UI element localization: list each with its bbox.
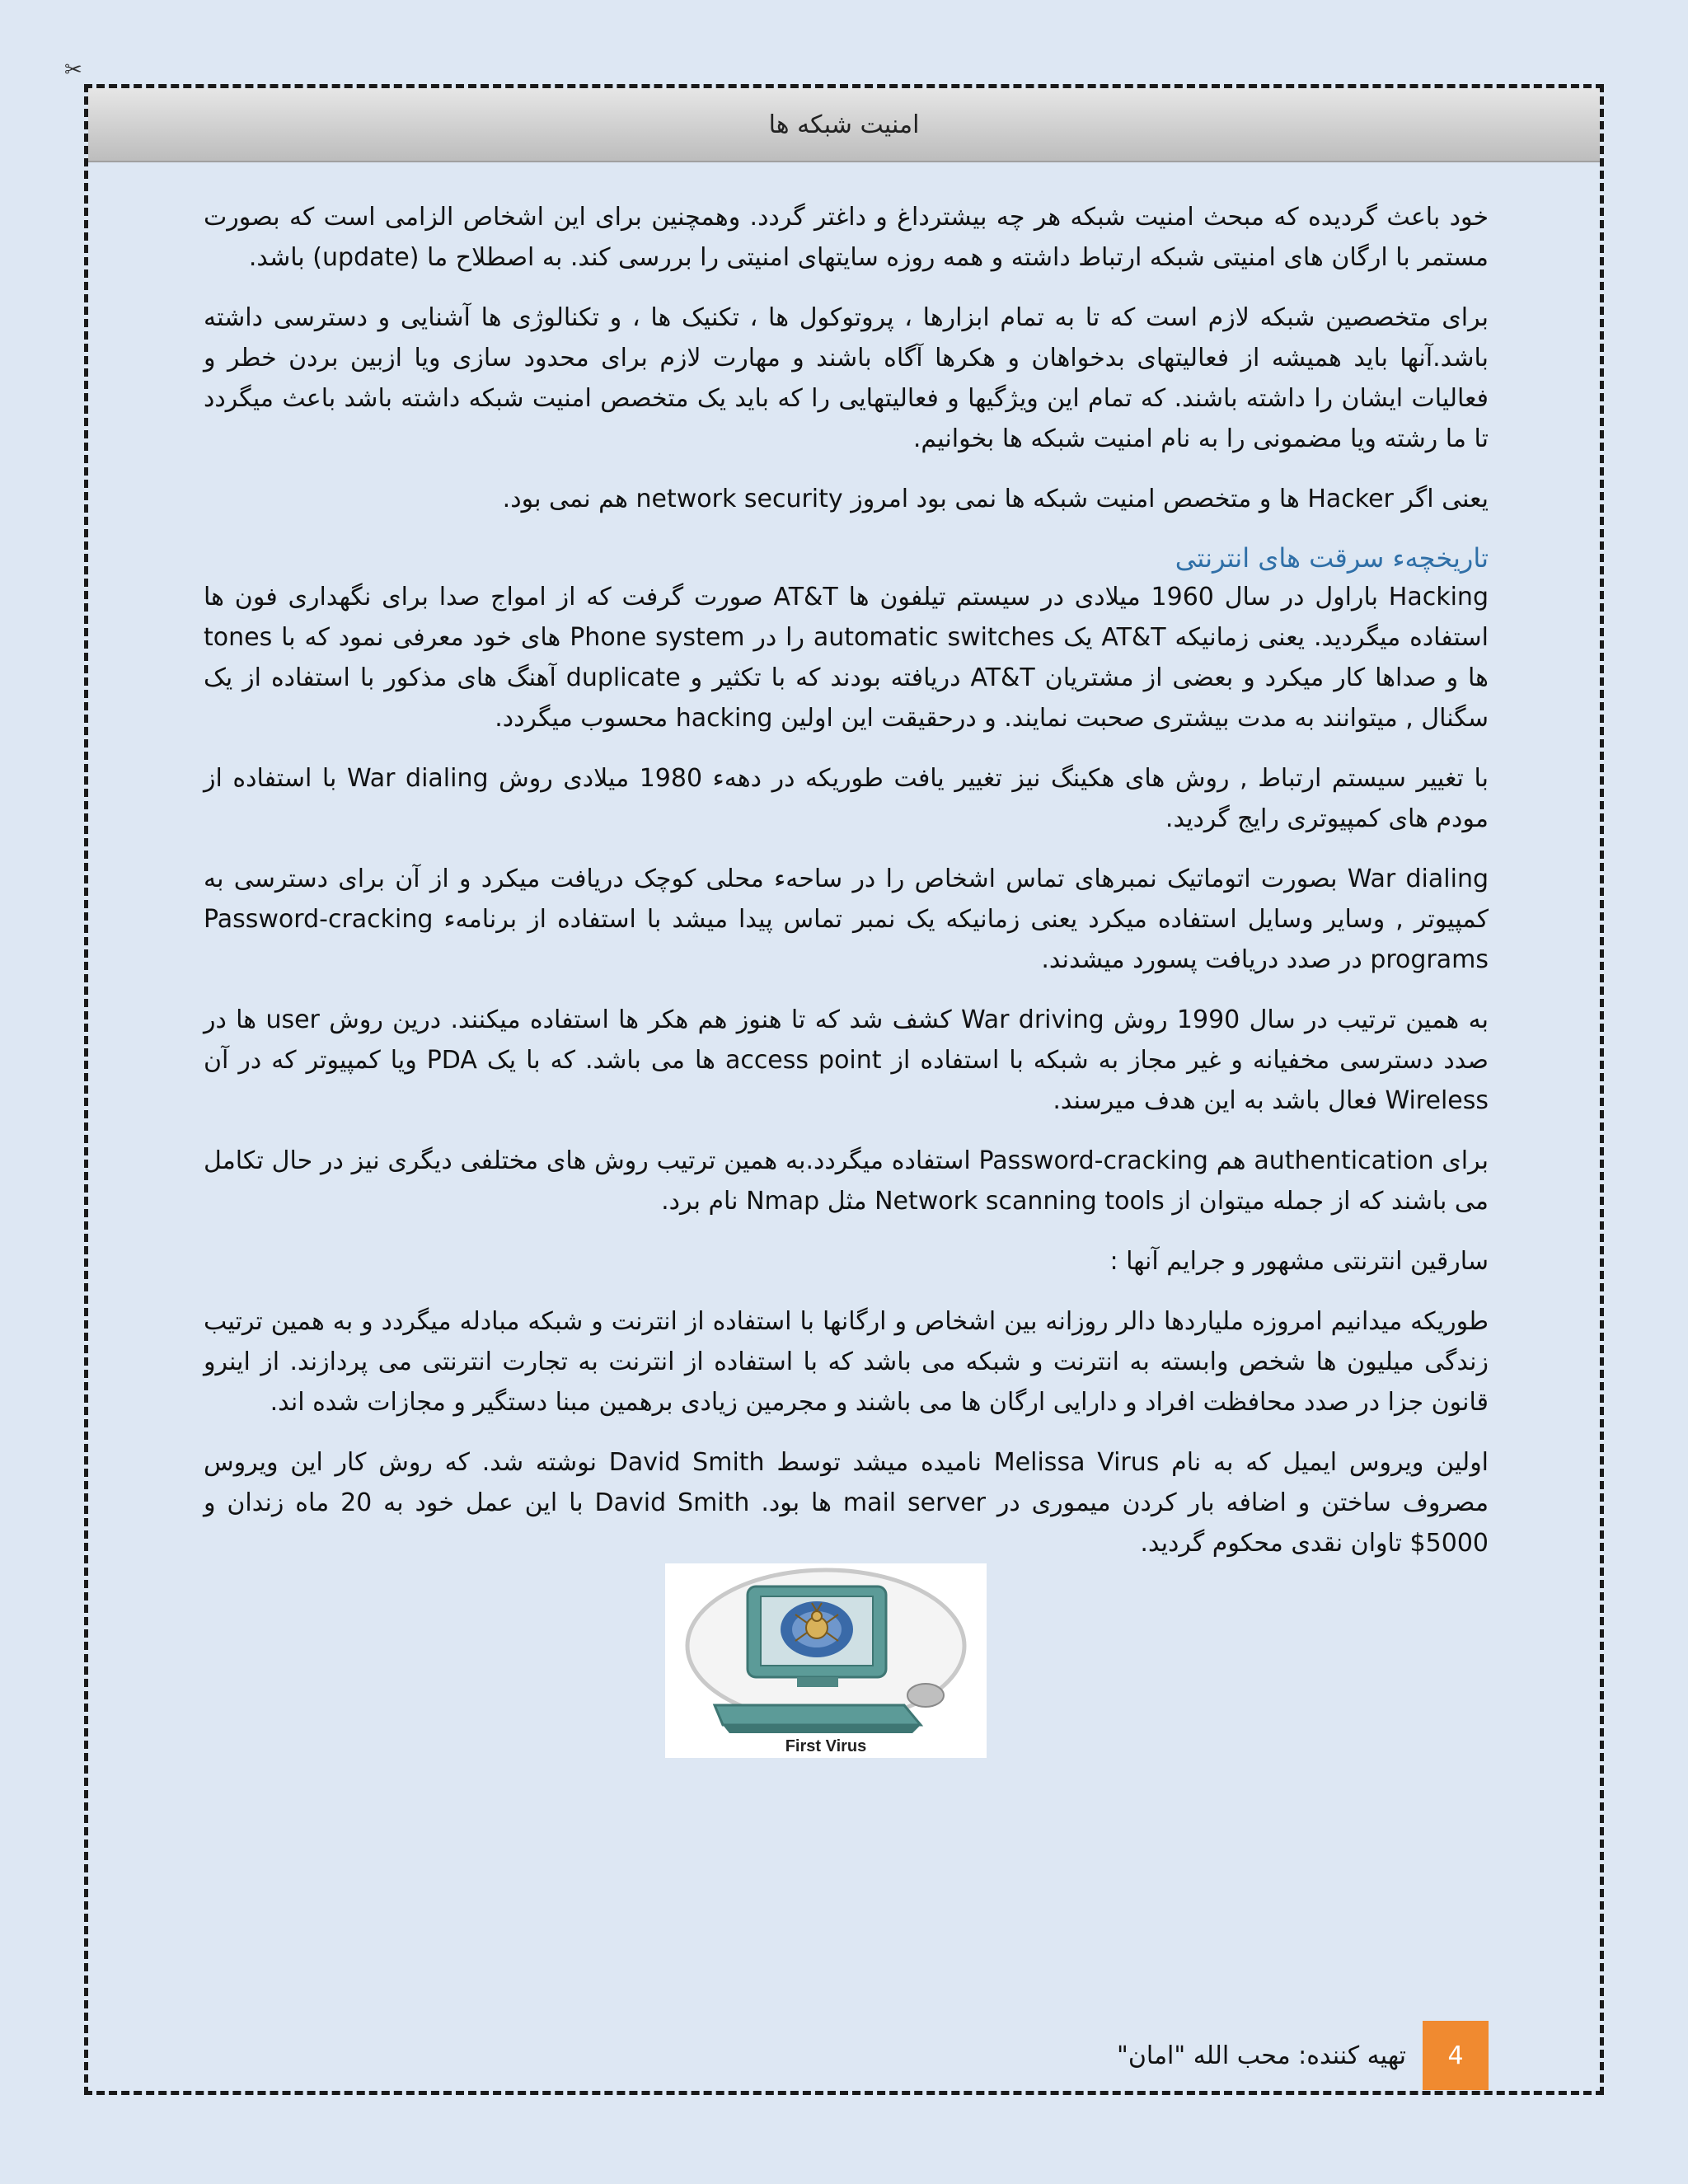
paragraph-5: با تغییر سیستم ارتباط , روش های هکینگ نیز تغییر یافت طوریکه در دههء 1980 میلادی روش War dialing با استفاده از مودم های کمپیوتری رایج گردید.: [204, 764, 1489, 833]
paragraph-6: War dialing بصورت اتوماتیک نمبرهای تماس اشخاص را در ساحهء محلی کوچک دریافت میکرد و از آن برای دسترسی به کمپیوتر , وسایر وسایل استفاده میکرد یعنی زمانیکه یک نمبر تماس پیدا میشد با استفاده از برنامهء Password-cracking programs در صدد دریافت پسورد میشدند.: [204, 865, 1489, 974]
page-frame: [84, 84, 1604, 2095]
figure-caption: First Virus: [785, 1737, 867, 1755]
computer-virus-illustration: [665, 1563, 987, 1758]
paragraph-7: به همین ترتیب در سال 1990 روش War driving کشف شد که تا هنوز هم هکر ها استفاده میکنند. درین روش user ها در صدد دسترسی مخفیانه و غیر مجاز به شبکه با استفاده از access point ها می باشد. که با یک PDA ویا کمپیوتر که در آن Wireless فعال باشد به این هدف میرسند.: [204, 1005, 1489, 1115]
header-title: امنیت شبکه ها: [768, 110, 920, 139]
page-number-badge: 4: [1423, 2021, 1489, 2090]
paragraph-11: اولین ویروس ایمیل که به نام Melissa Virus نامیده میشد توسط David Smith نوشته شد. که روش کار این ویروس مصروف ساختن و اضافه بار کردن میموری در mail server ها بود. David Smith با این عمل خود به 20 ماه زندان و 5000$ تاوان نقدی محکوم گردید.: [204, 1448, 1489, 1558]
page-footer: [1117, 2021, 1489, 2090]
paragraph-2: برای متخصصین شبکه لازم است که تا به تمام ابزارها ، پروتوکول ها ، تکنیک ها ، و تکنالوژی ها آشنایی و دسترسی داشته باشد.آنها باید همیشه از فعالیتهای بدخواهان و هکرها آگاه باشند و مهارت لازم برای محدود سازی ویا ازبین بردن خطر و فعالیات ایشان را داشته باشند. که تمام این ویژگیها و فعالیتهایی را که باید یک متخصص امنیت شبکه داشته باشد باعث میگردد تا ما رشته ویا مضمونی را به نام امنیت شبکه ها بخوانیم.: [204, 303, 1489, 453]
scissors-icon: ✂: [64, 58, 82, 82]
paragraph-4: Hacking باراول در سال 1960 میلادی در سیستم تیلفون ها AT&T صورت گرفت که از امواج صدا برای نگهداری فون ها استفاده میگردید. یعنی زمانیکه AT&T یک automatic switches را در Phone system های خود معرفی نمود که با tones ها و صداها کار میکرد و بعضی از مشتریان AT&T دریافته بودند که با تکثیر و duplicate آهنگ های مذکور با استفاده از یک سگنال , میتوانند به مدت بیشتری صحبت نمایند. و درحقیقت این اولین hacking محسوب میگردد.: [204, 583, 1489, 733]
page-header: [88, 88, 1600, 162]
paragraph-8: برای authentication هم Password-cracking استفاده میگردد.به همین ترتیب روش های مختلفی دیگری نیز در حال تکامل می باشند که از جمله میتوان از Network scanning tools مثل Nmap نام برد.: [204, 1146, 1489, 1216]
paragraph-3: یعنی اگر Hacker ها و متخصص امنیت شبکه ها نمی بود امروز network security هم نمی بود.: [502, 485, 1489, 513]
paragraph-10: طوریکه میدانیم امروزه ملیاردها دالر روزانه بین اشخاص و ارگانها با استفاده از انترنت و شبکه مبادله میگردد و به همین ترتیب زندگی میلیون ها شخص وابسته به انترنت و شبکه می باشد که با استفاده از انترنت به تجارت انترنتی می پردازند. از اینرو قانون جزا در صدد محافظت افراد و دارایی ارگان ها می باشند و مجرمین زیادی برهمین مبنا دستگیر و مجازات شده اند.: [204, 1307, 1489, 1417]
author-credit: تهیه کننده: محب الله "امان": [1117, 2041, 1406, 2070]
paragraph-1: خود باعث گردیده که مبحث امنیت شبکه هر چه بیشترداغ و داغتر گردد. وهمچنین برای این اشخاص الزامی است که بصورت مستمر با ارگان های امنیتی شبکه ارتباط داشته و همه روزه سایتهای امنیتی را بررسی کند. به اصطلاح ما (update) باشد.: [204, 203, 1489, 272]
paragraph-9: سارقین انترنتی مشهور و جرایم آنها :: [1109, 1247, 1489, 1276]
section-heading: تاریخچهء سرقت های انترنتی: [1175, 542, 1489, 574]
document-body: [204, 197, 1489, 1583]
first-virus-image: [665, 1563, 987, 1758]
